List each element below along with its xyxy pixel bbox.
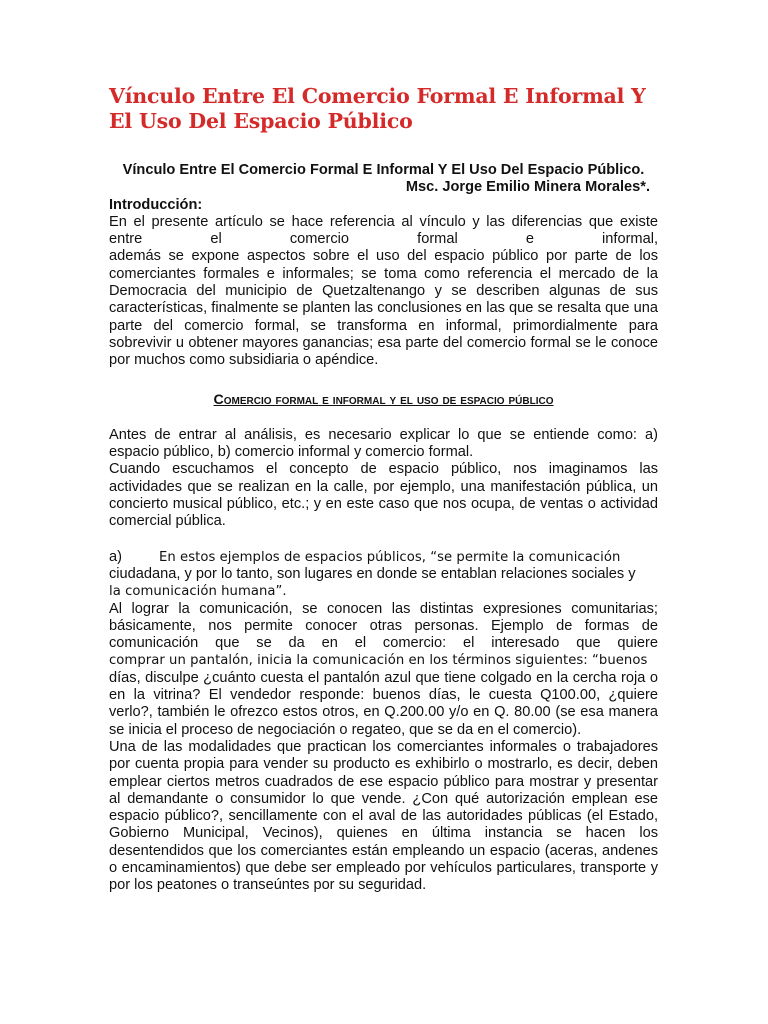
intro-paragraph: además se expone aspectos sobre el uso del espacio público por parte de los comerciantes formales e informales; se toma como referencia el mercado de la Democracia del municipio de Quetzaltenango y se describen algunas de sus características, finalmente se planten las conclusiones en las que se resalta que una parte del comercio formal, se transforma en informal, primordialmente para sobrevivir u obtener mayores ganancias; esa parte del comercio formal se le conoce por muchos como subsidiaria o apéndice.: [109, 248, 658, 369]
item-a-marker: a): [109, 548, 122, 565]
intro-paragraph-line1: En el presente artículo se hace referencia al vínculo y las diferencias que existe entre el comercio formal e informal,: [109, 213, 658, 248]
item-a-line1: [109, 549, 658, 566]
paragraph-communication-end: días, disculpe ¿cuánto cuesta el pantalón azul que tiene colgado en la cercha roja o en la vitrina? El vendedor responde: buenos días, le cuesta Q100.00, ¿quiere verlo?, también le ofrezco estos otros, en Q.200.00 y/o en Q. 80.00 (se esa manera se inicia el proceso de negociación o regateo, que se da en el comercio).: [109, 669, 658, 738]
paragraph-modalities: Una de las modalidades que practican los comerciantes informales o trabajadores por cuenta propia para vender su producto es exhibirlo o mostrarlo, es decir, deben emplear ciertos metros cuadrados de ese espacio público para mostrar y presentar al demandante o consumidor lo que vende. ¿Con qué autorización emplean ese espacio público?, sencillamente con el aval de las autoridades públicas (el Estado, Gobierno Municipal, Vecinos), quienes en última instancia se hacen los desentendidos que los comerciantes están empleando un espacio (aceras, andenes o encaminamientos) que debe ser empleado por vehículos particulares, transporte y por los peatones o transeúntes por su seguridad.: [109, 738, 658, 894]
intro-heading: Introducción:: [109, 196, 203, 213]
document-body: [109, 162, 658, 895]
paragraph-communication: Al lograr la comunicación, se conocen las distintas expresiones comunitarias; básicamente, nos permite conocer otras personas. Ejemplo de formas de comunicación que se da en el comercio: el interesado que quiere: [109, 600, 658, 652]
item-a-quote-end: la comunicación humana”.: [109, 584, 287, 600]
item-a-quote-start: En estos ejemplos de espacios públicos, “se permite la comunicación: [159, 549, 621, 565]
item-a-line2: ciudadana, y por lo tanto, son lugares en donde se entablan relaciones sociales y: [109, 565, 636, 582]
paragraph-communication-quote: comprar un pantalón, inicia la comunicación en los términos siguientes: “buenos: [109, 653, 648, 669]
paragraph-intro: Antes de entrar al análisis, es necesario explicar lo que se entiende como: a) espacio público, b) comercio informal y comercio formal.: [109, 426, 658, 461]
section-heading: Comercio formal e informal y el uso de espacio público: [213, 391, 554, 408]
article-subtitle: Vínculo Entre El Comercio Formal E Informal Y El Uso Del Espacio Público.: [122, 162, 645, 178]
document-title: Vínculo Entre El Comercio Formal E Informal Y El Uso Del Espacio Público: [109, 84, 646, 133]
paragraph-concept: Cuando escuchamos el concepto de espacio público, nos imaginamos las actividades que se realizan en la calle, por ejemplo, una manifestación pública, un concierto musical público, etc.; y en este caso que nos ocupa, de ventas o actividad comercial pública.: [109, 461, 658, 530]
article-author: Msc. Jorge Emilio Minera Morales*.: [405, 179, 650, 196]
